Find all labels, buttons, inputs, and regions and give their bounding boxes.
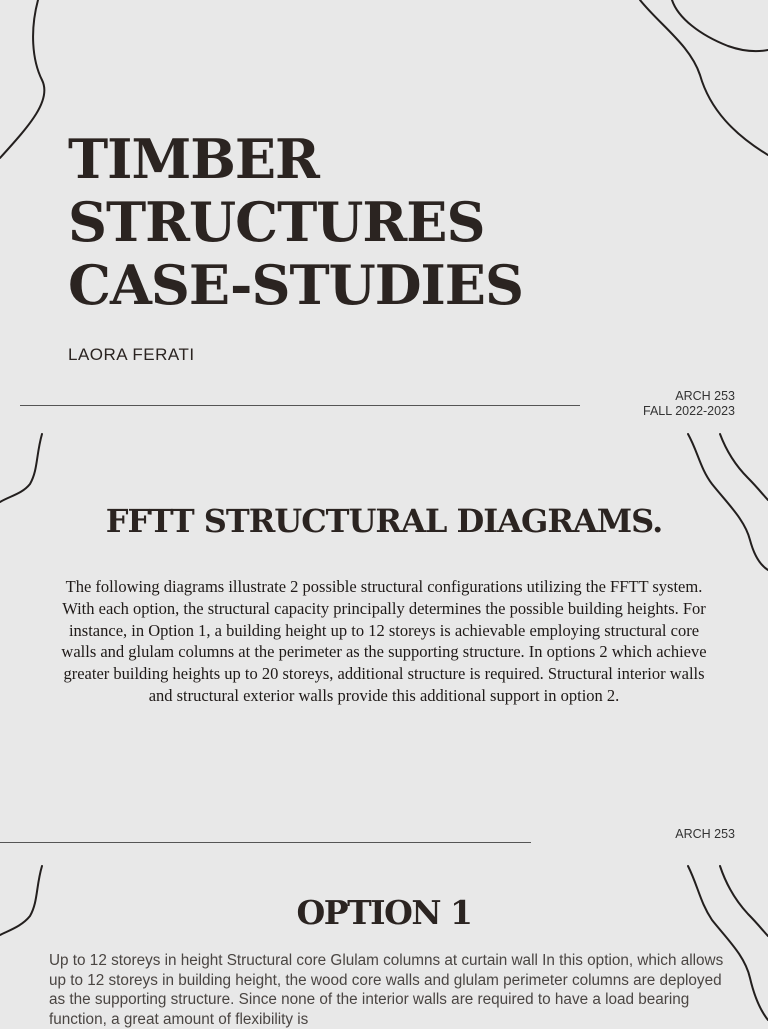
divider-line bbox=[0, 842, 531, 843]
divider-line bbox=[20, 405, 580, 406]
title-line: TIMBER bbox=[68, 127, 319, 191]
course-info bbox=[643, 389, 735, 419]
wavy-line-top-right-outer bbox=[640, 0, 768, 155]
page-title bbox=[68, 128, 523, 317]
title-line: CASE-STUDIES bbox=[68, 253, 523, 317]
course-code: ARCH 253 bbox=[675, 827, 735, 841]
wavy-line-mid-right-b bbox=[720, 434, 768, 500]
wavy-line-mid-left bbox=[0, 434, 42, 502]
section-title-option-1: OPTION 1 bbox=[296, 893, 472, 932]
course-info-footer bbox=[675, 827, 735, 842]
section-title-fftt: FFTT STRUCTURAL DIAGRAMS. bbox=[105, 502, 663, 540]
section-body-option-1: Up to 12 storeys in height Structural core Glulam columns at curtain wall In this option, which allows up to 12 storeys in building height, the wood core walls and glulam perimeter columns are deployed as the supporting structure. Since none of the interior walls are required to have a load bearing function, a great amount of flexibility is bbox=[49, 952, 724, 1028]
course-code: ARCH 253 bbox=[675, 389, 735, 403]
wavy-line-top-right-inner bbox=[672, 0, 768, 51]
section-body-fftt: The following diagrams illustrate 2 possible structural configurations utilizing the FFTT system. With each option, the structural capacity principally determines the possible building heights. For instance, in Option 1, a building height up to 12 storeys is achievable employing structural core walls and glulam columns at the perimeter as the supporting structure. In options 2 which achieve greater building heights up to 20 storeys, additional structure is required. Structural interior walls and structural exterior walls provide this additional support in option 2. bbox=[61, 577, 707, 705]
author-name: LAORA FERATI bbox=[68, 345, 195, 364]
title-line: STRUCTURES bbox=[68, 190, 485, 254]
course-term: FALL 2022-2023 bbox=[643, 404, 735, 418]
wavy-line-top-left bbox=[0, 0, 44, 158]
